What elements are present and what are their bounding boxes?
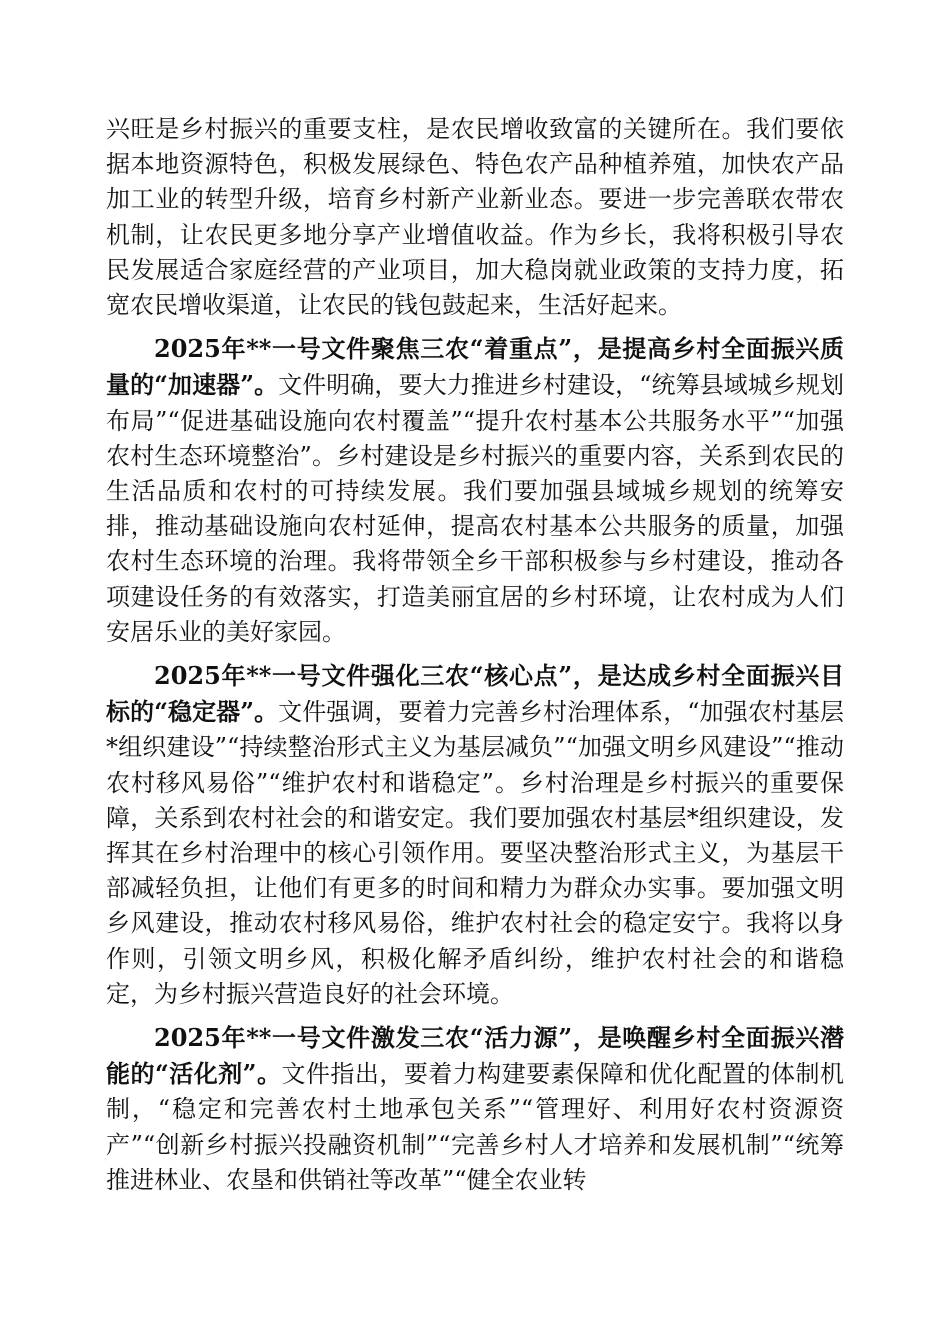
paragraph-body: 文件明确，要大力推进乡村建设，“统筹县域城乡规划布局”“促进基础设施向农村覆盖”“提升农村基本公共服务水平”“加强农村生态环境整治”。乡村建设是乡村振兴的重要内容，关系到农民的生活品质和农村的可持续发展。我们要加强县域城乡规划的统筹安排，推动基础设施向农村延伸，提高农村基本公共服务的质量，加强农村生态环境的治理。我将带领全乡干部积极参与乡村建设，推动各项建设任务的有效落实，打造美丽宜居的乡村环境，让农村成为人们安居乐业的美好家园。: [106, 371, 844, 646]
paragraph-continuation: [106, 112, 844, 323]
paragraph-reform-vitality: [106, 1020, 844, 1198]
paragraph-body: 文件强调，要着力完善乡村治理体系，“加强农村基层*组织建设”“持续整治形式主义为基层减负”“加强文明乡风建设”“推动农村移风易俗”“维护农村和谐稳定”。乡村治理是乡村振兴的重要保障，关系到农村社会的和谐安定。我们要加强农村基层*组织建设，发挥其在乡村治理中的核心引领作用。要坚决整治形式主义，为基层干部减轻负担，让他们有更多的时间和精力为群众办实事。要加强文明乡风建设，推动农村移风易俗，维护农村社会的稳定安宁。我将以身作则，引领文明乡风，积极化解矛盾纠纷，维护农村社会的和谐稳定，为乡村振兴营造良好的社会环境。: [106, 698, 844, 1008]
paragraph-lead: 2025年**一号文件聚焦三农“着重点”，是提高乡村全面振兴质量的“加速器”。: [106, 334, 844, 400]
paragraph-lead: 2025年**一号文件激发三农“活力源”，是唤醒乡村全面振兴潜能的“活化剂”。: [106, 1023, 844, 1089]
paragraph-rural-construction: [106, 331, 844, 650]
paragraph-body: 文件指出，要着力构建要素保障和优化配置的体制机制，“稳定和完善农村土地承包关系”“管理好、利用好农村资源资产”“创新乡村振兴投融资机制”“完善乡村人才培养和发展机制”“统筹推进林业、农垦和供销社等改革”“健全农业转: [106, 1060, 845, 1194]
document-body: [106, 112, 844, 1206]
paragraph-lead: 2025年**一号文件强化三农“核心点”，是达成乡村全面振兴目标的“稳定器”。: [106, 661, 844, 727]
paragraph-rural-governance: [106, 658, 844, 1012]
paragraph-body: 兴旺是乡村振兴的重要支柱，是农民增收致富的关键所在。我们要依据本地资源特色，积极发展绿色、特色农产品种植养殖，加快农产品加工业的转型升级，培育乡村新产业新业态。要进一步完善联农带农机制，让农民更多地分享产业增值收益。作为乡长，我将积极引导农民发展适合家庭经营的产业项目，加大稳岗就业政策的支持力度，拓宽农民增收渠道，让农民的钱包鼓起来，生活好起来。: [106, 115, 844, 320]
